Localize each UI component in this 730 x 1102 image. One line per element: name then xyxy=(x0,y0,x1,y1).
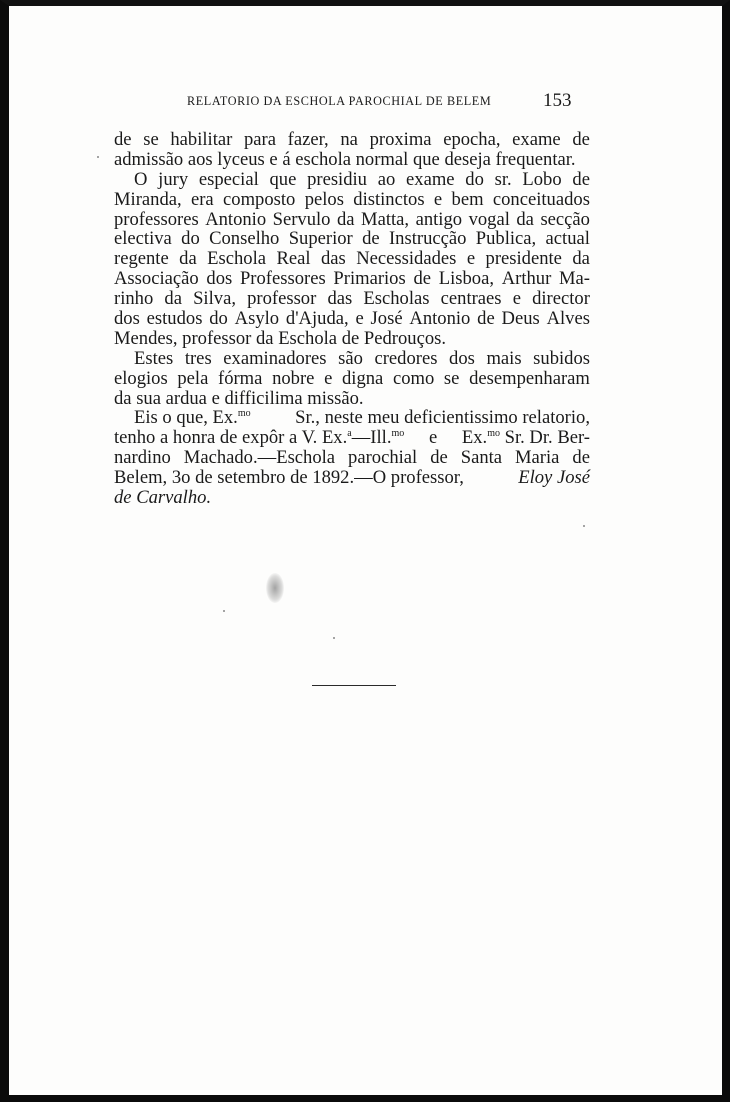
word: proxima xyxy=(369,129,432,150)
word: da xyxy=(336,208,355,230)
text-line: da sua ardua e difficilima missão. xyxy=(114,387,364,409)
paper-speck xyxy=(223,610,225,612)
text-line xyxy=(114,448,590,468)
page-number: 153 xyxy=(543,90,572,111)
word: era xyxy=(190,188,214,210)
text-line xyxy=(114,369,590,389)
word: Professores xyxy=(239,268,326,290)
word: Miranda, xyxy=(114,188,182,210)
text-line xyxy=(114,130,590,150)
word: de xyxy=(114,129,132,150)
word: Publica, xyxy=(475,228,537,250)
word: tres xyxy=(184,347,212,369)
text-segment: Belem, 3o de setembro de 1892.—O professor, xyxy=(114,467,464,489)
word: Estes xyxy=(134,347,174,369)
word: estudos xyxy=(146,308,203,330)
word: Superior xyxy=(288,228,353,250)
word: de xyxy=(572,129,590,150)
signature-surname: de Carvalho. xyxy=(114,487,212,509)
word: Lisboa, xyxy=(438,268,494,290)
word: das xyxy=(327,288,353,310)
word: Antonio xyxy=(409,308,471,330)
word: de xyxy=(572,168,590,190)
word: Silva, xyxy=(193,288,236,310)
word: Asylo xyxy=(234,308,280,330)
paper-speck xyxy=(333,637,335,639)
word: da xyxy=(164,288,182,310)
word: director xyxy=(532,288,590,310)
word: pelos xyxy=(304,188,344,210)
word: electiva xyxy=(114,228,172,250)
word: desempenharam xyxy=(469,367,590,389)
word: Arthur xyxy=(501,268,552,290)
word: Maria xyxy=(515,447,560,469)
word: Escholas xyxy=(363,288,430,310)
word: dos xyxy=(449,347,475,369)
word: professor xyxy=(247,288,317,310)
word: e xyxy=(324,367,333,389)
word: de xyxy=(413,268,431,290)
paragraph-start-line xyxy=(114,349,590,369)
text-segment: Ex.$^{mo}$ Sr. Dr. Ber- xyxy=(461,427,590,449)
word: exame xyxy=(512,129,561,150)
word: O xyxy=(134,168,148,190)
word: d'Ajuda, xyxy=(285,308,349,330)
word: dos xyxy=(206,268,233,290)
word: da xyxy=(572,248,590,270)
word: vogal xyxy=(468,208,510,230)
word: do xyxy=(181,228,200,250)
word: antigo xyxy=(415,208,463,230)
paragraph-start-line xyxy=(114,170,590,190)
word: Matta, xyxy=(361,208,410,230)
word: ao xyxy=(377,168,396,190)
word: Machado.—Eschola xyxy=(183,447,336,469)
end-rule-divider xyxy=(312,685,396,686)
word: parochial xyxy=(348,447,418,469)
word: epocha, xyxy=(443,129,501,150)
word: rinho xyxy=(114,288,154,310)
word: nardino xyxy=(114,447,171,469)
word: das xyxy=(320,248,346,270)
word: professores xyxy=(114,208,199,230)
word: da xyxy=(516,208,534,230)
word: e xyxy=(512,288,521,310)
word: elogios xyxy=(114,367,168,389)
word: de xyxy=(430,447,448,469)
word: Antonio xyxy=(205,208,267,230)
word: Eschola xyxy=(207,248,267,270)
word: e xyxy=(433,188,443,210)
word: fórma xyxy=(218,367,263,389)
paragraph-start-line xyxy=(114,408,590,428)
word: se xyxy=(143,129,159,150)
word: Necessidades xyxy=(356,248,457,270)
word: composto xyxy=(223,188,296,210)
text-line xyxy=(114,428,590,448)
word: habilitar xyxy=(170,129,233,150)
word: nobre xyxy=(272,367,315,389)
word: actual xyxy=(545,228,590,250)
word: credores xyxy=(374,347,438,369)
word: Instrucção xyxy=(388,228,467,250)
paper-speck xyxy=(97,156,99,158)
word: exame xyxy=(406,168,455,190)
word: fazer, xyxy=(287,129,329,150)
word: se xyxy=(443,367,460,389)
word: Associação xyxy=(114,268,199,290)
word: Real xyxy=(276,248,311,270)
word: bem xyxy=(451,188,484,210)
word: na xyxy=(340,129,358,150)
word: Ma- xyxy=(559,268,590,290)
text-line xyxy=(114,269,590,289)
word: regente xyxy=(114,248,169,270)
word: de xyxy=(477,308,495,330)
word: especial xyxy=(198,168,259,190)
word: presidiu xyxy=(307,168,367,190)
word: para xyxy=(244,129,276,150)
word: José xyxy=(370,308,403,330)
text-segment: Sr., neste meu deficientissimo relatorio, xyxy=(295,407,590,429)
word: pela xyxy=(177,367,209,389)
signature-name: Eloy José xyxy=(518,467,590,489)
text-line xyxy=(114,468,590,488)
text-line xyxy=(114,210,590,230)
word: presidente xyxy=(485,248,562,270)
body-text xyxy=(114,130,590,508)
word: Conselho xyxy=(209,228,280,250)
word: da xyxy=(179,248,197,270)
word: secção xyxy=(540,208,590,230)
running-title: RELATORIO DA ESCHOLA PAROCHIAL DE BELEM xyxy=(187,94,492,108)
word: Primarios xyxy=(333,268,406,290)
word: do xyxy=(465,168,484,190)
word: de xyxy=(572,447,590,469)
word: e xyxy=(466,248,476,270)
word: que xyxy=(269,168,297,190)
text-line xyxy=(114,249,590,269)
text-segment: tenho a honra de expôr a V. Ex.$^a$—Ill.$^{mo}$ xyxy=(114,427,405,449)
text-line: Mendes, professor da Eschola de Pedrouços. xyxy=(114,327,447,349)
word: e xyxy=(355,308,364,330)
word: conceituados xyxy=(492,188,590,210)
word: Alves xyxy=(546,308,590,330)
text-line xyxy=(114,229,590,249)
word: como xyxy=(392,367,435,389)
word: de xyxy=(362,228,380,250)
word: Deus xyxy=(501,308,540,330)
word: do xyxy=(209,308,228,330)
word: Lobo xyxy=(522,168,562,190)
text-line xyxy=(114,309,590,329)
text-segment: Eis o que, Ex.$^{mo}$ xyxy=(134,407,251,429)
text-line xyxy=(114,289,590,309)
word: são xyxy=(338,347,363,369)
word: examinadores xyxy=(223,347,327,369)
word: digna xyxy=(341,367,384,389)
text-line xyxy=(114,190,590,210)
word: dos xyxy=(114,308,140,330)
text-line: admissão aos lyceus e á eschola normal que deseja frequentar. xyxy=(114,148,576,170)
word: Servulo xyxy=(272,208,331,230)
word: centraes xyxy=(440,288,502,310)
word: subidos xyxy=(533,347,590,369)
ink-smudge xyxy=(266,573,284,603)
text-line xyxy=(114,488,590,508)
word: sr. xyxy=(494,168,512,190)
paper-speck xyxy=(583,525,585,527)
word: Santa xyxy=(460,447,503,469)
word: jury xyxy=(158,168,189,190)
word: distinctos xyxy=(353,188,425,210)
running-header xyxy=(175,90,595,110)
word: mais xyxy=(486,347,522,369)
text-segment: e xyxy=(428,427,438,449)
